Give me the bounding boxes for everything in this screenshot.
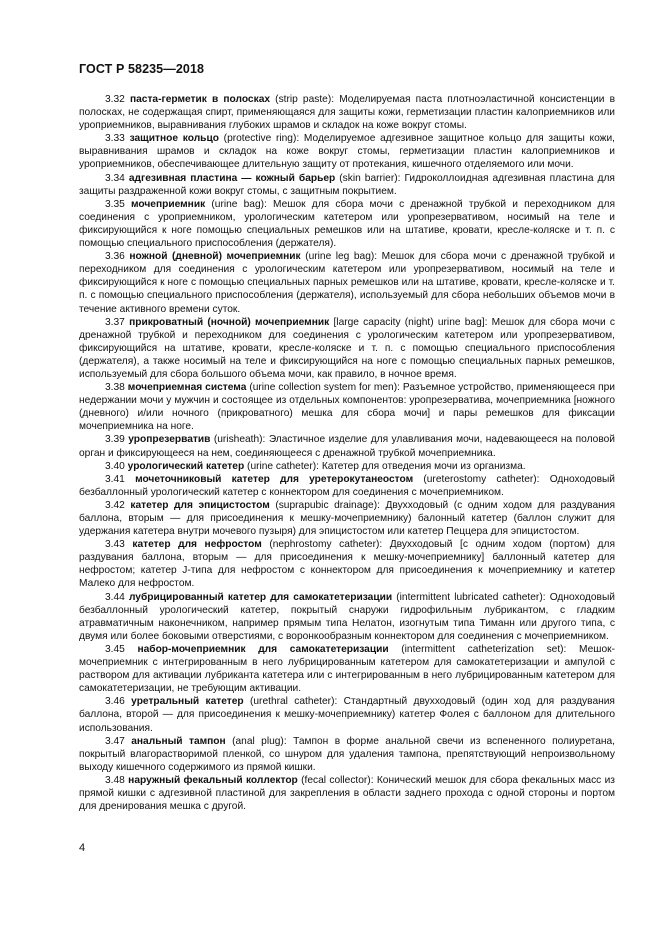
entry-term: анальный тампон (131, 735, 226, 747)
entry-english: (protective ring): (223, 133, 300, 145)
entry-english: (urisheath): (213, 434, 266, 446)
entry-text: Мешок для сбора мочи с дренажной трубкой и переходником для соединения с урологическим катетером или уропрезервативом, носимый на теле и фиксирующийся к ноге с помощью специальных парных ремешков или на штативе, кровати, кресле-коляске и т. п. с помощью специального приспособления (держателя), используемый для сбора небольших объемов мочи в течение активного времени суток. (79, 251, 615, 315)
entry-number: 3.44 (105, 591, 125, 603)
entry-text: Конический мешок для сбора фекальных масс из прямой кишки с адгезивной пластиной для закрепления в области заднего прохода с одной стороны и портом для дренирования мешка с другой. (79, 774, 615, 813)
entry-term: наружный фекальный коллектор (128, 774, 298, 786)
entry-english: (anal plug): (232, 735, 287, 747)
entry-english: (urine catheter): (247, 460, 319, 472)
definition-entry (79, 93, 615, 132)
entry-term: уретральный катетер (131, 696, 244, 708)
entry-text: Стандартный двухходовый (один ход для раздувания баллона, второй — для присоединения к мешку-мочеприемнику) катетер Фолея с баллоном для длительного использования. (79, 696, 615, 734)
definition-entry (79, 460, 615, 473)
entry-term: прикроватный (ночной) мочеприемник (129, 316, 330, 328)
entry-english: (urethral catheter): (250, 696, 338, 708)
definition-entry (79, 198, 615, 250)
definition-entry (79, 774, 615, 813)
entry-english: (fecal collector): (301, 774, 374, 786)
entry-number: 3.40 (105, 460, 125, 472)
entry-english: (suprapubic drainage): (275, 499, 380, 511)
entry-english: (urine bag): (211, 198, 267, 210)
entry-english: (ureterostomy catheter): (423, 473, 540, 485)
entry-text: Мешок-мочеприемник с интегрированным в него лубрицированным катетером для самокатетеризации и ампулой с раствором для активации лубриканта катетера или с интегрированным в него лубрицированным катетером для самокатетеризации, не требующим активации. (79, 643, 615, 695)
definition-entry (79, 381, 615, 433)
entry-term: адгезивная пластина — кожный барьер (128, 172, 336, 184)
entry-text: Эластичное изделие для улавливания мочи, надевающееся на половой орган и фиксирующееся на нем, соединяющееся с дренажной трубкой мочеприемника. (79, 434, 615, 459)
entry-number: 3.43 (105, 539, 125, 551)
entry-english: (intermittent lubricated catheter): (396, 591, 546, 603)
entry-number: 3.36 (105, 251, 125, 263)
definition-entry (79, 538, 615, 590)
entry-term: набор-мочеприемник для самокатетеризации (137, 643, 389, 655)
entry-term: мочеприемная система (127, 382, 247, 394)
entry-term: урологический катетер (127, 460, 245, 472)
entry-number: 3.38 (105, 382, 125, 394)
entry-term: мочеточниковый катетер для уретерокутанеостом (135, 473, 414, 485)
entry-text: Катетер для отведения мочи из организма. (321, 460, 526, 472)
entry-number: 3.41 (105, 473, 125, 485)
definition-entry (79, 735, 615, 774)
entry-english: (skin barrier): (339, 172, 401, 184)
entry-number: 3.34 (105, 172, 125, 184)
entry-english: (urine collection system for men): (249, 382, 400, 394)
entry-english: (strip paste): (275, 94, 335, 105)
definitions-list (79, 93, 615, 813)
definition-entry (79, 695, 615, 734)
entry-term: паста-герметик в полосках (129, 94, 271, 105)
entry-text: Моделируемая паста плотноэластичной консистенции в полосках, не содержащая спирт, применяющаяся для защиты кожи, герметизации пластин калоприемников или уроприемников, выравнивания глубоких шрамов и складок на коже вокруг стомы. (79, 94, 615, 132)
entry-number: 3.33 (105, 133, 125, 145)
entry-text: Разъемное устройство, применяющееся при недержании мочи у мужчин и состоящее из отдельных компонентов: уропрезерватива, мочеприемника [ножного (дневного) и/или ночного (прикроватного) мешка для сбора мочи] и пары ремешков для фиксации мочеприемника на ноге. (79, 382, 615, 433)
entry-text: Моделируемое адгезивное защитное кольцо для защиты кожи, выравнивания шрамов и складок на коже вокруг стомы, герметизации пластин калоприемников и уроприемников, обеспечивающее длительную защиту от протекания, кишечного отделяемого или мочи. (79, 133, 615, 171)
entry-text: Мешок для сбора мочи с дренажной трубкой и переходником для соединения с уроприемником, урологическим катетером или уропрезервативом, носимый на теле и фиксирующийся к ноге помощью специальных ремешков или на штативе, кровати, кресле-коляске и т. п. с помощью специального приспособления (держателя). (79, 198, 615, 250)
entry-english: (intermittent catheterization set): (401, 643, 567, 655)
entry-term: уропрезерватив (128, 434, 211, 446)
entry-number: 3.42 (105, 499, 125, 511)
entry-term: мочеприемник (131, 198, 206, 210)
entry-term: ножной (дневной) мочеприемник (129, 251, 301, 263)
entry-english: [large capacity (night) urine bag]: (333, 316, 488, 328)
definition-entry (79, 643, 615, 695)
entry-text: Двухходовый [с одним ходом (портом) для раздувания баллона, вторым — для присоединения к мешку-мочеприемнику] баллонный катетер для нефростом; катетер J-типа для нефростом с коннектором для присоединения к мочеприемнику и катетер Малеко для нефростом. (79, 539, 615, 590)
entry-term: защитное кольцо (129, 133, 219, 145)
definition-entry (79, 132, 615, 171)
definition-entry (79, 591, 615, 643)
entry-text: Двухходовый (с одним ходом для раздувания баллона, вторым — для присоединения к мешку-мочеприемнику) балонный катетер (баллон служит для удержания катетера внутри мочевого пузыря) для эпицистостом или катетер Пеццера для эпицистостом. (79, 499, 615, 538)
page-number: 4 (79, 842, 86, 854)
entry-number: 3.37 (105, 316, 125, 328)
entry-number: 3.47 (105, 735, 125, 747)
definition-entry (79, 433, 615, 459)
entry-term: катетер для эпицистостом (130, 499, 270, 511)
standard-header: ГОСТ Р 58235—2018 (79, 62, 205, 76)
entry-number: 3.32 (105, 94, 125, 105)
entry-text: Тампон в форме анальной свечи из вспененного полиуретана, покрытый влагорастворимой пленкой, со шнуром для удаления тампона, препятствующий непроизвольному выходу кишечного содержимого из прямой кишки. (79, 735, 616, 773)
entry-text: Гидроколлоидная адгезивная пластина для защиты раздраженной кожи вокруг стомы, с защитным покрытием. (79, 172, 615, 197)
definition-entry (79, 473, 615, 499)
entry-text: Мешок для сбора мочи с дренажной трубкой и переходником для соединения с урологическим катетером или уропрезервативом, фиксирующийся на штативе, кровати, кресле-коляске и т. п. с помощью специального приспособления (держателя), а также носимый на теле и фиксирующийся на ноге с помощью специальных парных ремешков, используемый для сбора большого объема мочи, как правило, в ночное время. (79, 316, 615, 380)
definition-entry (79, 250, 615, 315)
entry-number: 3.46 (105, 696, 125, 708)
entry-number: 3.45 (105, 643, 125, 655)
entry-english: (nephrostomy catheter): (269, 539, 383, 551)
entry-english: (urine leg bag): (305, 251, 378, 263)
entry-number: 3.48 (105, 774, 125, 786)
definition-entry (79, 499, 615, 538)
entry-number: 3.39 (105, 434, 125, 446)
entry-number: 3.35 (105, 198, 125, 210)
definition-entry (79, 172, 615, 198)
entry-term: катетер для нефростом (132, 539, 262, 551)
entry-text: Одноходовый безбаллонный урологический катетер с коннектором для соединения с мочеприемником. (79, 473, 615, 498)
entry-term: лубрицированный катетер для самокатетеризации (128, 591, 393, 603)
definition-entry (79, 316, 615, 381)
entry-text: Одноходовый безбаллонный урологический катетер, покрытый снаружи гидрофильным лубрикантом, с гладким атравматичным наконечником, например прямым типа Нелатон, изогнутым типа Тиманн или другого типа, с двумя или более боковыми отверстиями, с воронкообразным коннектором для соединения с мочеприемником. (79, 591, 615, 642)
